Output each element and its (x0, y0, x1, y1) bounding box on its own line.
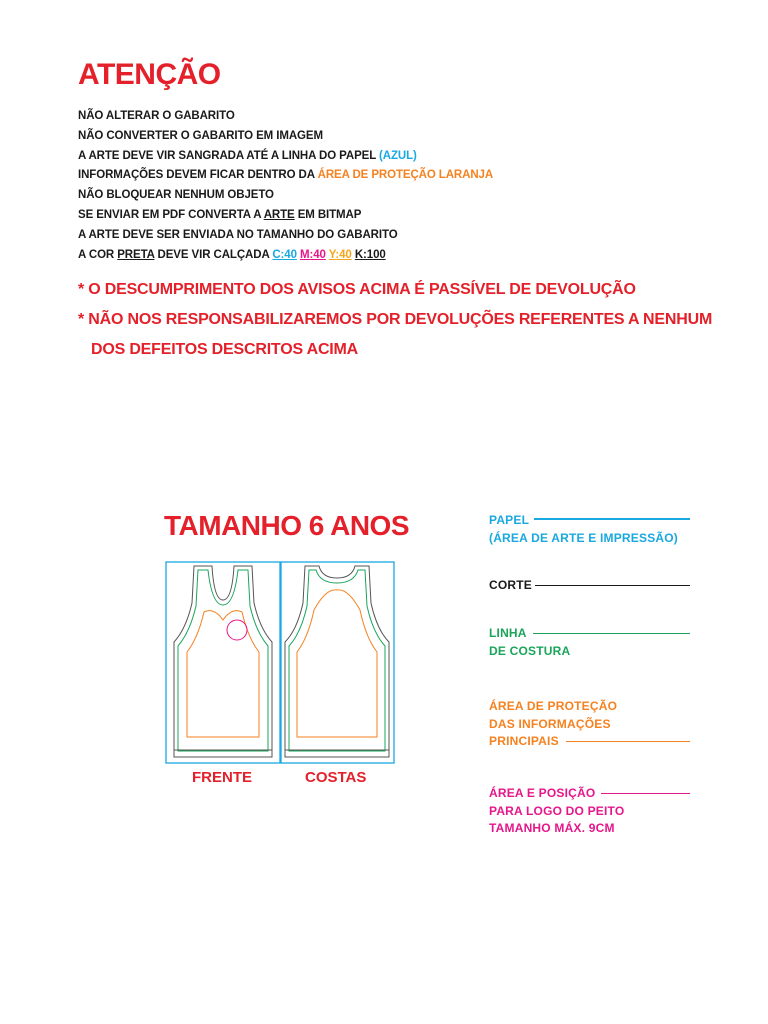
legend-paper-title: PAPEL (489, 513, 530, 527)
legend-protection (489, 698, 617, 751)
legend-logo-line2: PARA LOGO DO PEITO (489, 803, 625, 818)
rule-item: NÃO ALTERAR O GABARITO (78, 110, 235, 122)
back-label: COSTAS (305, 769, 367, 786)
legend-logo-line (601, 793, 690, 795)
template-front (166, 562, 280, 763)
legend-logo (489, 785, 624, 838)
highlight-blue: (AZUL) (379, 149, 417, 162)
cut-line-front (174, 566, 272, 757)
warnings (78, 280, 712, 360)
rule-item: A COR PRETA DEVE VIR CALÇADA C:40 M:40 Y:40 K:100 (78, 248, 386, 261)
legend-seam-title: LINHA (489, 626, 527, 640)
legend-cut (489, 577, 532, 595)
cmyk-c: C:40 (272, 248, 297, 261)
legend-cut-label: CORTE (489, 578, 532, 592)
highlight-orange: ÁREA DE PROTEÇÃO LARANJA (317, 169, 494, 182)
legend-cut-line (535, 585, 690, 587)
legend-protection-line3: PRINCIPAIS (489, 734, 559, 748)
page-title: ATENÇÃO (78, 58, 221, 91)
legend-logo-line3: TAMANHO MÁX. 9CM (489, 821, 615, 835)
warning-item: * NÃO NOS RESPONSABILIZAREMOS POR DEVOLUÇÕES REFERENTES A NENHUM (78, 311, 713, 328)
warning-item: * O DESCUMPRIMENTO DOS AVISOS ACIMA É PASSÍVEL DE DEVOLUÇÃO (78, 281, 636, 298)
legend-paper-subtitle: (ÁREA DE ARTE E IMPRESSÃO) (489, 530, 678, 545)
protection-area-back (297, 590, 377, 737)
underlined-word: PRETA (117, 248, 155, 261)
front-label: FRENTE (192, 769, 252, 786)
legend-seam-subtitle: DE COSTURA (489, 643, 571, 658)
size-title: TAMANHO 6 ANOS (164, 510, 409, 541)
legend-paper-line (534, 518, 690, 520)
rule-item: SE ENVIAR EM PDF CONVERTA A ARTE EM BITMAP (78, 208, 362, 221)
rule-item: NÃO CONVERTER O GABARITO EM IMAGEM (78, 129, 323, 142)
cmyk-y: Y:40 (328, 248, 352, 261)
legend-paper (489, 512, 678, 547)
protection-area-front (187, 611, 259, 737)
tank-top-template (164, 560, 396, 767)
legend-logo-line1: ÁREA E POSIÇÃO (489, 786, 596, 800)
rules-list (78, 107, 493, 265)
template-back (281, 562, 394, 763)
legend-protection-line1: ÁREA DE PROTEÇÃO (489, 699, 618, 713)
rule-item: INFORMAÇÕES DEVEM FICAR DENTRO DA ÁREA DE PROTEÇÃO LARANJA (78, 169, 494, 182)
legend-seam (489, 625, 570, 660)
cut-line-back (285, 566, 389, 757)
cmyk-m: M:40 (299, 248, 326, 261)
rule-item: NÃO BLOQUEAR NENHUM OBJETO (78, 189, 274, 202)
rule-item: A ARTE DEVE SER ENVIADA NO TAMANHO DO GABARITO (78, 228, 398, 241)
legend-protection-line2: DAS INFORMAÇÕES (489, 716, 611, 731)
logo-area-circle (227, 620, 247, 640)
warning-item-continued: DOS DEFEITOS DESCRITOS ACIMA (91, 341, 359, 358)
rule-item: A ARTE DEVE VIR SANGRADA ATÉ A LINHA DO PAPEL (AZUL) (78, 149, 417, 162)
underlined-word: ARTE (263, 208, 295, 221)
legend-protection-line (566, 741, 690, 743)
cmyk-k: K:100 (354, 248, 386, 261)
paper-boundary-front (166, 562, 280, 763)
legend-seam-line (533, 633, 690, 635)
seam-line-front (178, 570, 268, 751)
